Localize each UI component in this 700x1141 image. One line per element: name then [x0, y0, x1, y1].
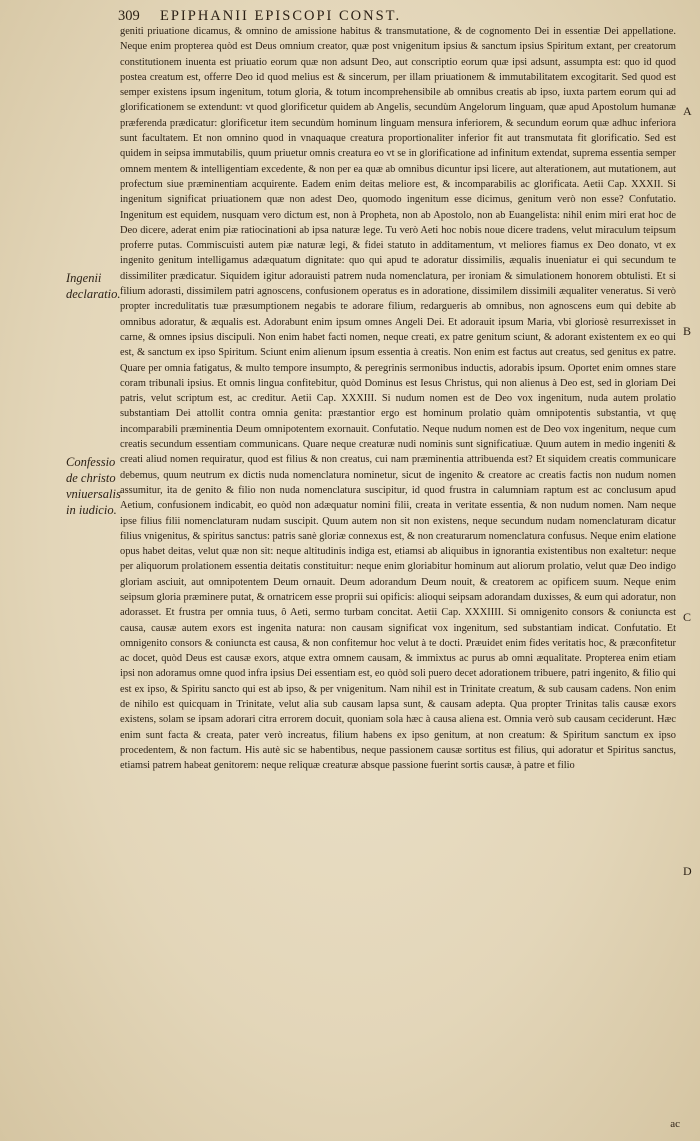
section-letter-c: C — [683, 610, 692, 624]
section-letter-d: D — [683, 864, 692, 878]
body-paragraph: geniti priuatione dicamus, & omnino de amissione habitus & transmutatione, & de cognomento Dei in essentiæ Dei appellatione. Neque enim propterea quòd est Deus omnium creator, quæ post vnigenitum ipsius & sanctum ipsius Spiritum extant, per creatorum constitutionem inuenta est priuatio eorum quæ non adsunt Deo, aut conscriptio eorum quæ ipsi adsunt, assumpta est: quo id quod postea creatum est, offerre Deo id quod melius est & sincerum, per illam priuationem & immutabilitatem excogitarit. Sed quod est semper existens ipsum ingenitum, totum gloria, & totum incomprehensibile ab omnibus creatis ab ipso, iuxta partem eorum qui ad glorificationem se extendunt: vt quod glorificetur quidem ab Angelis, secundùm Angelorum linguam, quæ apud Apostolum humanæ præferenda prædicatur: glorificetur item secundùm hominum linguam mensura inferiorem, & secundum eorum quæ adhuc inferiora sunt facultatem. Et non omnino quod in vnaquaque creatura proportionaliter inferior fit aut transmutata fit glorificatio. Sed est quidem in seipsa immutabilis, quum priuetur omnis creatura eo vt se in glorificatione ad infinitum extendat, suprema essentia semper omnem mentem & intelligentiam excedente, & non per ea quæ ab omnibus dicuntur ipsi licere, aut alterationem, aut mutationem, aut profectum siue præminentiam acquirente. Eadem enim deitas meliore est, & incomparabilis ac glorificata. Aetii Cap. XXXII. Si ingenitum significat priuationem quæ non adest Deo, quomodo ingenitum esse dicimus, genitum verò non esse? Confutatio. Ingenitum est equidem, nusquam vero dictum est, non à Propheta, non ab Apostolo, non ab Euangelista: nihil enim miri erat hoc de Deo dicere, aderat enim piæ ratiocinationi ab ipsa naturæ lege. Tu verò Aeti hoc nobis noue dicere tradens, velut miraculum teipsum proferre putas. Commiscuisti autem piæ naturæ legi, & fidei statuto in additamentum, vt meliores fiamus ex Deo donato, vt ex ingenito genitum intelligamus adæquatum dignitate: quo qui apud te adoratur dissimilis, æqualis inueniatur ei qui secundum te dissimiliter prædicatur. Siquidem igitur adorauisti patrem nuda nomenclatura, per ironiam & simulationem honorem obtulisti. Et si filium adorasti, dissimilem patri agnoscens, confusionem operatus es in adoratione, dissimilem dissimili æqualiter veneratus. Si verò propter incredulitatis tuæ præsumptionem negabis te adorare filium, redargueris ab omnibus, non agnoscens eum qui debite ab omnibus adoratur, & æqualis est. Adorabunt enim ipsum omnes Angeli Dei. Et adorauit ipsum Maria, vbi gloriosè resurrexisset in carne, & omnes ipsius discipuli. Non enim habet facti nomen, neque creati, ex patre genitum sciunt, & adorant existentem ex eo qui est, & sanctum ex ipso Spiritum. Sciunt enim alienum ipsum essentia à creatis. Non enim est factus aut creatus, sed genitus ex patre. Quare per omnia fatigatus, & multo tempore insumpto, & peregrinis sermonibus inductis, adorabis ipsum. Oportet enim omnes stare coram tribunali ipsius. Et omnis lingua confitebitur, quòd Dominus est Iesus Christus, qui non alienus à Deo est, sed in gloriam Dei patris, velut scriptum est, ac creditur. Aetii Cap. XXXIII. Si nudum nomen est de Deo vox ingenitum, nuda autem prolatio substantiam Dei attollit contra omnia genita: præstantior ergo est hominum prolatio quàm omnipotentis substantia, vt quę incomparabili præminentia Deum omnipotentem exornauit. Confutatio. Neque nudum nomen est de Deo vox ingenitum, neque cum creatis secundum essentiam communicans. Quare neque creaturæ nudi nominis sunt significatiuæ. Quum autem in medio ingeniti & creati aliud nomen requiratur, quod est filius & non creatus, cui nam præminentia attribuenda est? Et siquidem creatis communicare debemus, quum neutrum ex dictis nuda nomenclatura nominetur, sicut de ingenito & creatore ac creatis factis non nudum nomen assumitur, ita de genito & filio non nuda nomenclatura suscipitur, id quod frustra in calumniam raptum est ac conclusum apud Aetium, confusionem indicabit, eo quòd non adæquatur nomini filii, creata in veritate essentia, & non nudum nomen. Nam neque ipse filius filii nomenclaturam nudam suscipit. Quum autem non sit non existens, neque secundum nudam nomenclaturam dicatur filius vnigenitus, & spiritus sanctus: patris sanè gloriæ connexus est, & non creaturarum nomenclatura confusus. Neque enim elatione opus habet deitas, velut quæ non sit: neque altitudinis indiga est, etiamsi ab aliquibus in ignorantia existentibus non exaltetur: neque per aliquorum prolationem essentia deitatis constituitur: neque enim gloriabitur hominum aut aliorum prolatio, velut quæ Deo indigo gloriam asciuit, aut omnipotentem Deum ornauit. Deum adorandum Deum nouit, & creatorem ac opificem suum. Neque enim seipsum gloria præminere putat, & ornatricem esse proprii sui opificis: alioqui seipsam adorandam duxisses, & eum qui adoratur, non adorasset. Et frustra per omnia tuus, ô Aeti, sermo turbam concitat. Aetii Cap. XXXIIII. Si omnigenito consors & coniuncta est causa, causæ autem exors est ingenita natura: non causam significat vox ingenitum, sed substantiam indicat. Confutatio. Et omnigenito consors & coniuncta est causa, & non confitemur hoc velut à te docti. Præuidet enim fides veritatis hoc, & præconfitetur ac docet, quòd Deus est causæ exors, atque extra omnem causam, & immixtus ac purus ab omni æqualitate. Propterea enim etiam ipsi non adoramus omne quod infra ipsius Dei essentiam est, eo quòd soli puero decet adorationem tribuere, patri ingenito, & filio qui est ex ipso, & Spiritu sancto qui est ab ipso, & per vnigenitum. Nam nihil est in Trinitate creatum, & sub causam cadens. Non enim de nihilo est quicquam in Trinitate, velut alia sub causam lapsa sunt, & causam adepta. Qua propter Trinitas talis causæ exors existens, solam se ipsam adorari citra errorem docuit, quoniam sola hæc à causa aliena est. Omnia verò sub causam ceciderunt. Hæc enim sunt facta & creata, pater verò increatus, filium habens ex ipso genitum, at non creatum: & Spiritum sanctum ex ipso procedentem, & non factum. His autè sic se habentibus, neque passionem causæ sortitus est filius, qui adoratur et Spiritus sanctus, etiamsi patrem habeat genitorem: neque reliquæ creaturæ absque passione fuerint sortis causæ, à patre et filio — [120, 26, 676, 772]
section-letter-a: A — [683, 104, 692, 118]
running-head: EPIPHANII EPISCOPI CONST. — [160, 8, 402, 24]
margin-note-confessio: Confessio de christo vniuersalis in iudicio. — [66, 455, 121, 517]
body-text-block — [120, 24, 676, 774]
section-letter-b: B — [683, 324, 692, 338]
folio-number: 309 — [118, 8, 140, 24]
margin-note-ingenii: Ingenii declaratio. — [66, 271, 121, 301]
catchword: ac — [670, 1118, 680, 1130]
